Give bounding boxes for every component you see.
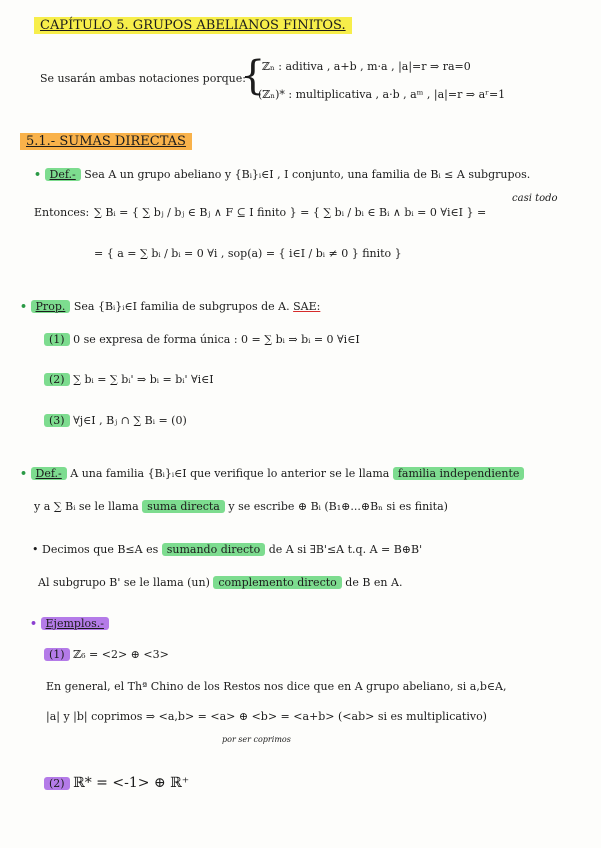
item-text: 0 se expresa de forma única : 0 = ∑ bᵢ ⇒ bᵢ = 0 ∀i∈I [73,333,360,346]
complemento-before: Al subgrupo B' se le llama (un) [38,576,210,589]
def1-label: Def.- [45,168,81,181]
notation-intro: Se usarán ambas notaciones porque: [40,72,246,85]
sumando-directo: sumando directo [162,543,266,556]
ejemplos-label: Ejemplos.- [41,617,109,630]
prop-row [20,300,320,313]
suma-directa: suma directa [142,500,225,513]
bullet-dot: • [20,300,28,313]
prop-item-1 [44,333,360,346]
def2-row-2 [34,500,448,513]
coprimos-text: |a| y |b| coprimos ⇒ <a,b> = <a> ⊕ <b> = <a+b> (<ab> si es multiplicativo) [46,710,487,723]
item-text: ∀j∈I , Bⱼ ∩ ∑ Bᵢ = (0) [73,414,187,427]
item-number: (1) [44,333,70,346]
entonces-label: Entonces: [34,206,90,219]
example-number: (2) [44,777,70,790]
def1-equation-2: = { a = ∑ bᵢ / bᵢ = 0 ∀i , sop(a) = { i∈I / bᵢ ≠ 0 } finito } [94,247,402,260]
chapter-title: CAPÍTULO 5. GRUPOS ABELIANOS FINITOS. [34,18,352,33]
example-number: (1) [44,648,70,661]
item-number: (2) [44,373,70,386]
def2-line2-after: y se escribe ⊕ Bᵢ (B₁⊕...⊕Bₙ si es finita) [228,500,448,513]
notation-additive: ℤₙ : aditiva , a+b , m·a , |a|=r ⇒ ra=0 [262,60,471,73]
bullet-dot: • [30,617,38,630]
decimos-before: Decimos que B≤A es [42,543,159,556]
example-2 [44,775,189,791]
example-text: ℤ₆ = <2> ⊕ <3> [73,648,169,661]
bullet-dot: • [20,467,28,480]
decimos-after: de A si ∃B'≤A t.q. A = B⊕B' [268,543,423,556]
complemento-row [38,576,402,589]
prop-label: Prop. [31,300,71,313]
ejemplos-row [30,617,109,630]
left-brace: { [240,53,266,99]
def2-text: A una familia {Bᵢ}ᵢ∈I que verifique lo anterior se le llama [70,467,390,480]
bullet-dot: • [34,168,42,181]
def2-line2-before: y a ∑ Bᵢ se le llama [34,500,139,513]
example-text: ℝ* = <-1> ⊕ ℝ⁺ [73,775,190,791]
item-text: ∑ bᵢ = ∑ bᵢ' ⇒ bᵢ = bᵢ' ∀i∈I [73,373,214,386]
decimos-row [32,543,422,556]
def2-label: Def.- [31,467,67,480]
complemento-directo: complemento directo [213,576,341,589]
def1-equation-1: ∑ Bᵢ = { ∑ bⱼ / bⱼ ∈ Bⱼ ∧ F ⊆ I finito } = { ∑ bᵢ / bᵢ ∈ Bᵢ ∧ bᵢ = 0 ∀i∈I } = [94,206,487,219]
bullet-dot: • [32,543,39,556]
casi-todo-annotation: casi todo [512,193,558,204]
por-ser-coprimos-note: por ser coprimos [222,735,291,744]
def1-text: Sea A un grupo abeliano y {Bᵢ}ᵢ∈I , I conjunto, una familia de Bᵢ ≤ A subgrupos. [84,168,531,181]
prop-item-2 [44,373,214,386]
general-text: En general, el Thª Chino de los Restos nos dice que en A grupo abeliano, si a,b∈A, [46,680,507,693]
def1-row [34,168,530,181]
complemento-after: de B en A. [345,576,403,589]
section-title: 5.1.- SUMAS DIRECTAS [20,134,192,149]
sae-label: SAE: [293,300,321,313]
example-1 [44,648,169,661]
familia-independiente: familia independiente [393,467,525,480]
item-number: (3) [44,414,70,427]
notation-multiplicative: (ℤₙ)* : multiplicativa , a·b , aᵐ , |a|=r ⇒ aʳ=1 [258,88,506,101]
def2-row-1 [20,467,524,480]
prop-text: Sea {Bᵢ}ᵢ∈I familia de subgrupos de A. [73,300,290,313]
prop-item-3 [44,414,187,427]
